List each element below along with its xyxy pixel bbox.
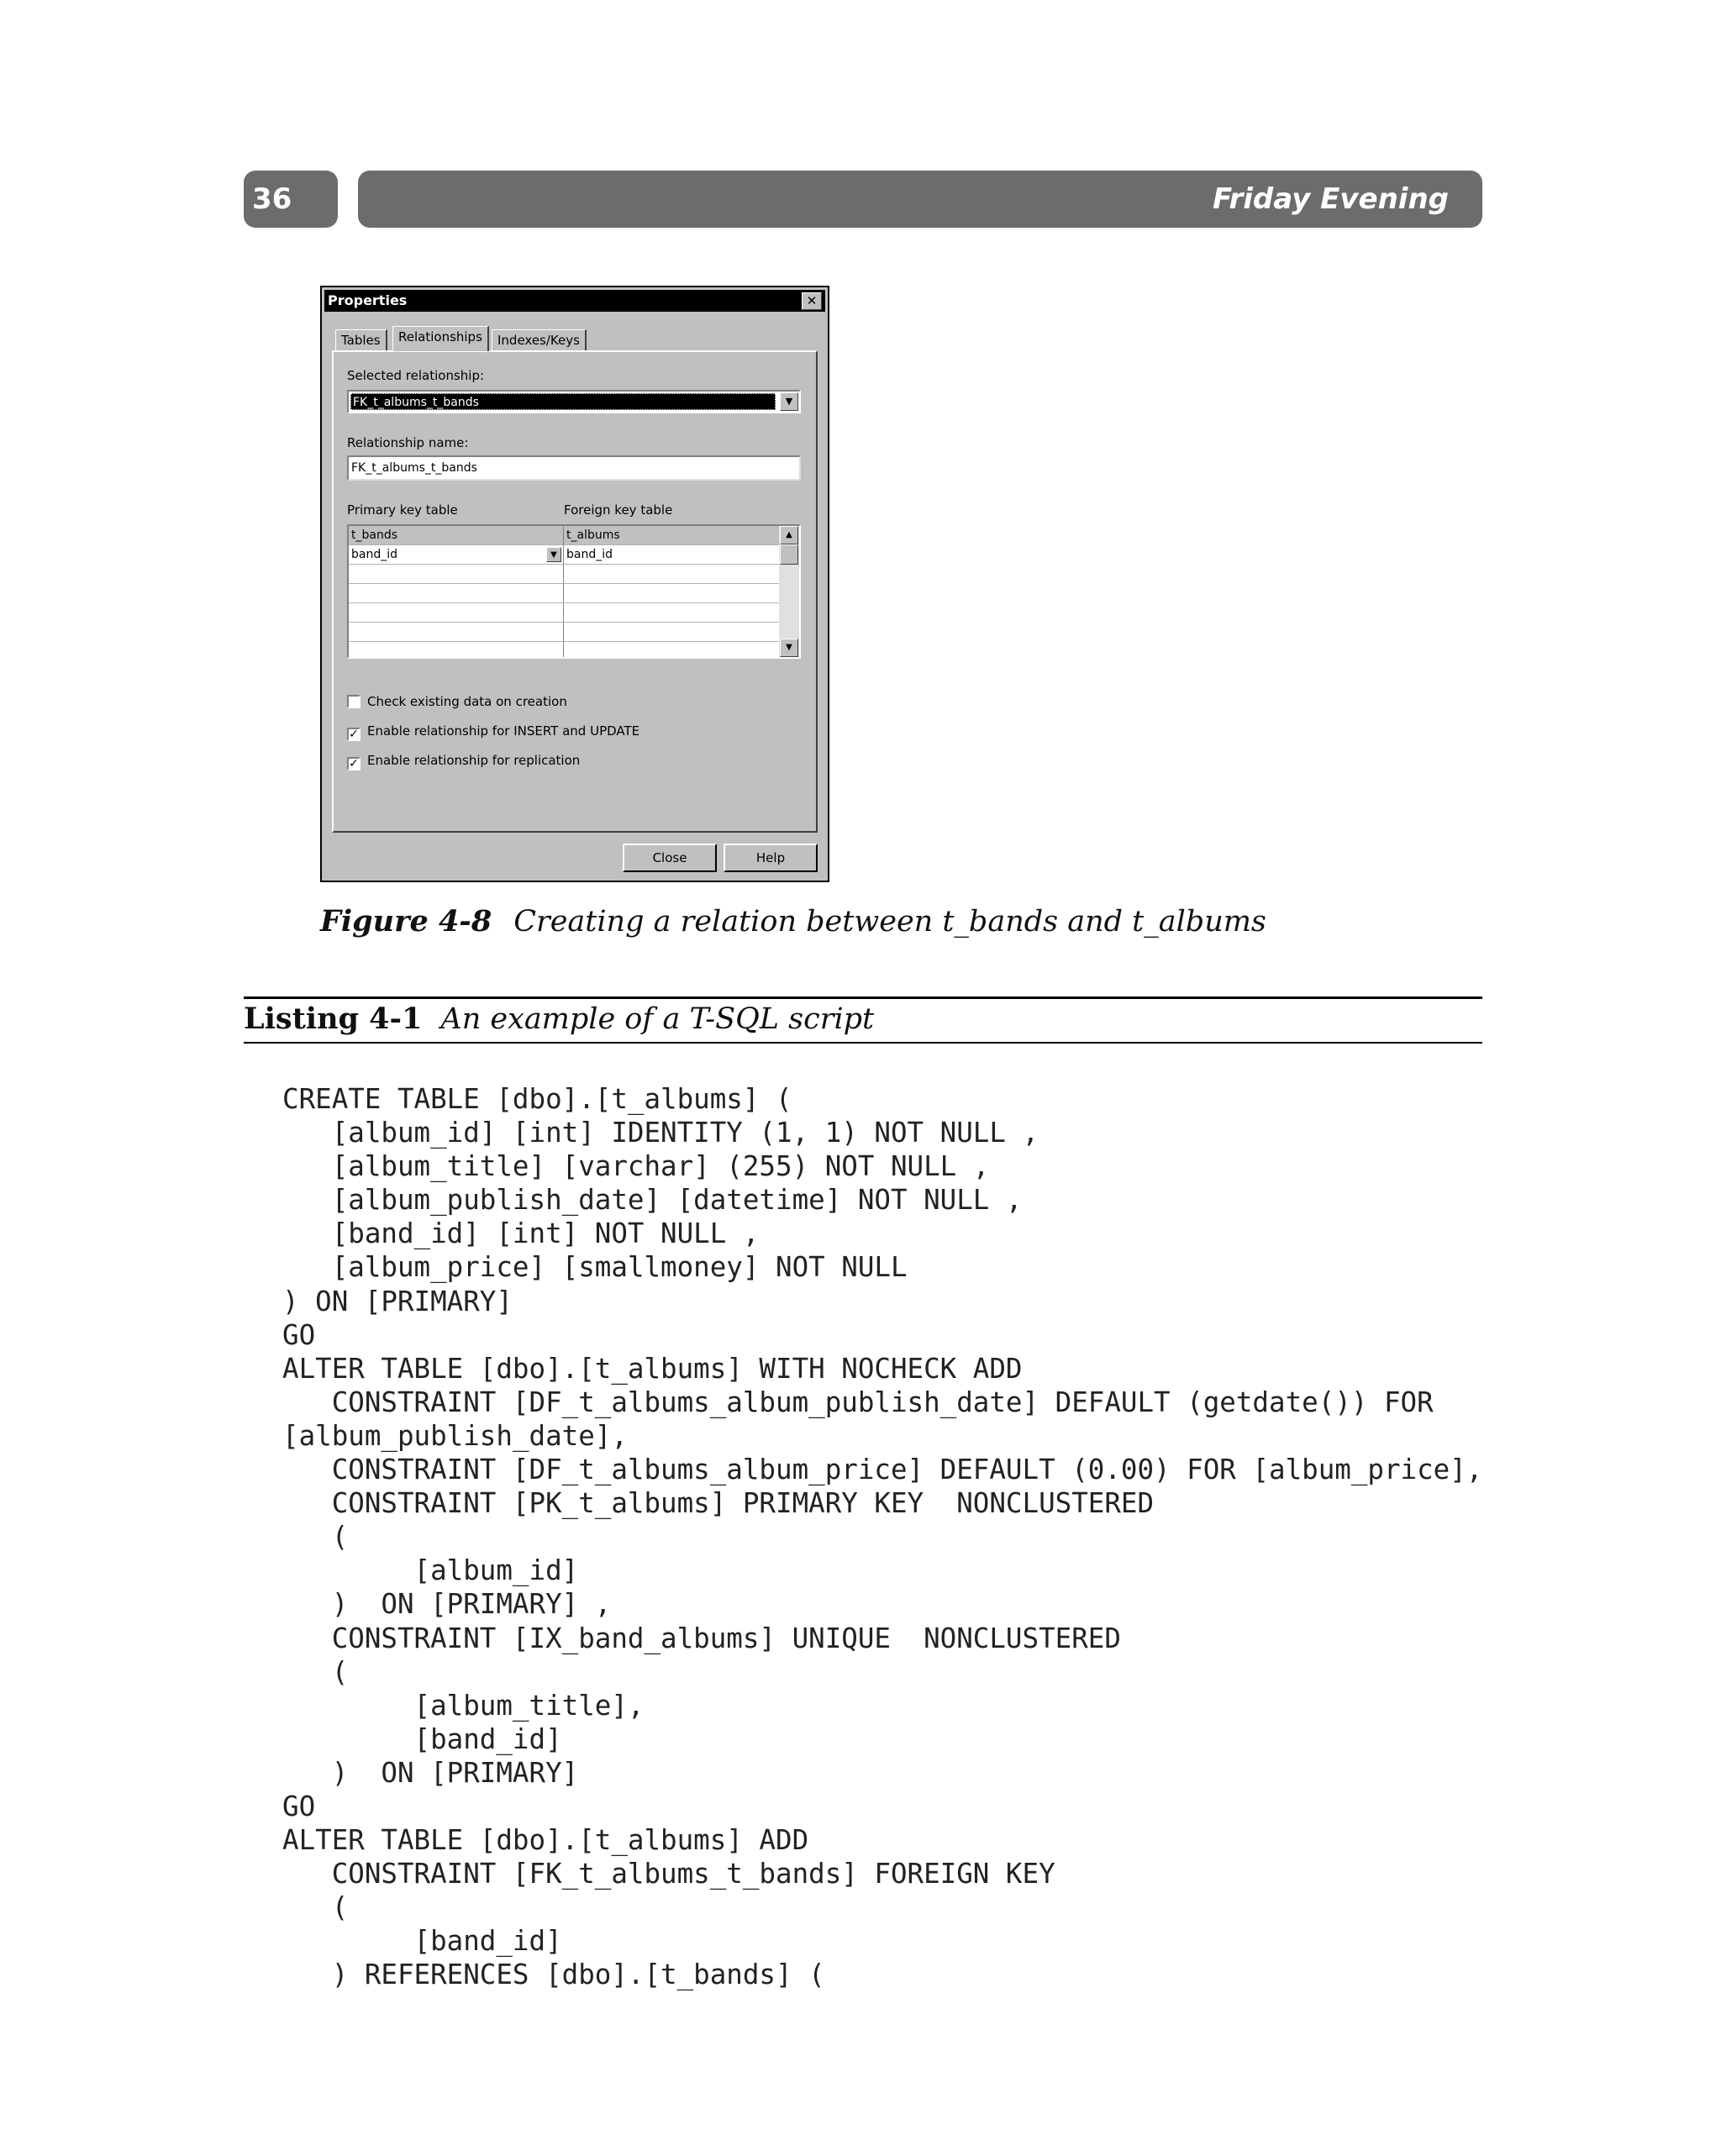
checkbox-unchecked-icon[interactable] [347,695,361,708]
key-columns-grid [347,524,801,659]
tab-tables[interactable]: Tables [335,329,387,350]
grid-cell[interactable] [349,565,564,583]
checkbox-label: Enable relationship for INSERT and UPDATE [367,723,640,739]
tsql-code-block: CREATE TABLE [dbo].[t_albums] ( [album_id] [int] IDENTITY (1, 1) NOT NULL , [album_title] [varchar] (255) NOT NULL , [album_publish_date] [datetime] NOT NULL , [band_id] [int] NOT NULL , [album_price] [smallmoney] NOT NULL ) ON [PRIMARY] GO ALTER TABLE [dbo].[t_albums] WITH NOCHECK ADD CONSTRAINT [DF_t_albums_album_publish_date] DEFAULT (getdate()) FOR [album_publish_date], CONSTRAINT [DF_t_albums_album_price] DEFAULT (0.00) FOR [album_price], CONSTRAINT [PK_t_albums] PRIMARY KEY NONCLUSTERED ( [album_id] ) ON [PRIMARY] , CONSTRAINT [IX_band_albums] UNIQUE NONCLUSTERED ( [album_title], [band_id] ) ON [PRIMARY] GO ALTER TABLE [dbo].[t_albums] ADD CONSTRAINT [FK_t_albums_t_bands] FOREIGN KEY ( [band_id] ) REFERENCES [dbo].[t_bands] ( [282,1083,1483,1991]
check-existing-data-checkbox[interactable] [347,694,567,709]
enable-insert-update-checkbox[interactable] [347,723,639,741]
selected-relationship-dropdown[interactable] [347,390,801,413]
grid-scrollbar[interactable] [779,526,799,657]
dialog-titlebar [324,290,825,312]
grid-cell[interactable] [349,584,564,602]
table-row [349,545,781,565]
primary-key-column-value: band_id [351,548,398,561]
scroll-down-icon[interactable]: ▼ [780,639,798,657]
grid-cell[interactable] [349,603,564,622]
grid-header-row [349,526,781,545]
figure-caption [320,904,1266,939]
close-button[interactable]: Close [623,844,717,872]
grid-cell[interactable] [349,642,564,659]
primary-table-name[interactable]: t_bands [349,526,564,544]
figure-caption-text: Creating a relation between t_bands and t_albums [513,905,1266,939]
relationship-name-label: Relationship name: [347,435,469,450]
listing-top-rule [244,996,1482,999]
tab-indexes-keys[interactable]: Indexes/Keys [492,329,587,350]
scroll-up-icon[interactable]: ▲ [780,526,798,544]
chevron-down-icon[interactable]: ▼ [780,392,798,411]
dialog-title: Properties [328,292,408,308]
running-header [358,171,1482,228]
listing-bottom-rule [244,1042,1482,1044]
relationship-name-input[interactable]: FK_t_albums_t_bands [347,455,801,481]
selected-relationship-value: FK_t_albums_t_bands [350,393,776,410]
checkbox-checked-icon[interactable]: ✓ [347,728,361,741]
selected-relationship-label: Selected relationship: [347,368,485,383]
foreign-table-name[interactable]: t_albums [564,526,781,544]
figure-number: Figure 4-8 [320,904,492,939]
scroll-thumb[interactable] [780,544,798,565]
table-row[interactable] [349,642,781,659]
checkbox-label: Enable relationship for replication [367,753,581,768]
help-button[interactable]: Help [724,844,818,872]
close-icon[interactable]: ✕ [802,292,822,310]
table-row[interactable] [349,565,781,584]
foreign-key-table-label: Foreign key table [564,502,673,518]
checkbox-label: Check existing data on creation [367,694,567,709]
table-row[interactable] [349,603,781,623]
table-row[interactable] [349,584,781,603]
checkbox-checked-icon[interactable]: ✓ [347,757,361,770]
primary-key-column[interactable] [349,545,564,564]
tab-relationships[interactable]: Relationships [392,326,489,351]
table-row[interactable] [349,623,781,642]
listing-title: An example of a T-SQL script [440,1002,875,1036]
page-number: 36 [244,171,338,228]
section-title: Friday Evening [1213,182,1449,216]
primary-key-table-label: Primary key table [347,502,458,518]
chevron-down-icon[interactable]: ▼ [546,547,561,562]
listing-number: Listing 4-1 [244,1002,423,1036]
enable-replication-checkbox[interactable] [347,753,580,770]
grid-cell[interactable] [349,623,564,641]
listing-heading [244,1002,874,1036]
foreign-key-column[interactable]: band_id [566,548,613,561]
properties-dialog [320,286,829,882]
